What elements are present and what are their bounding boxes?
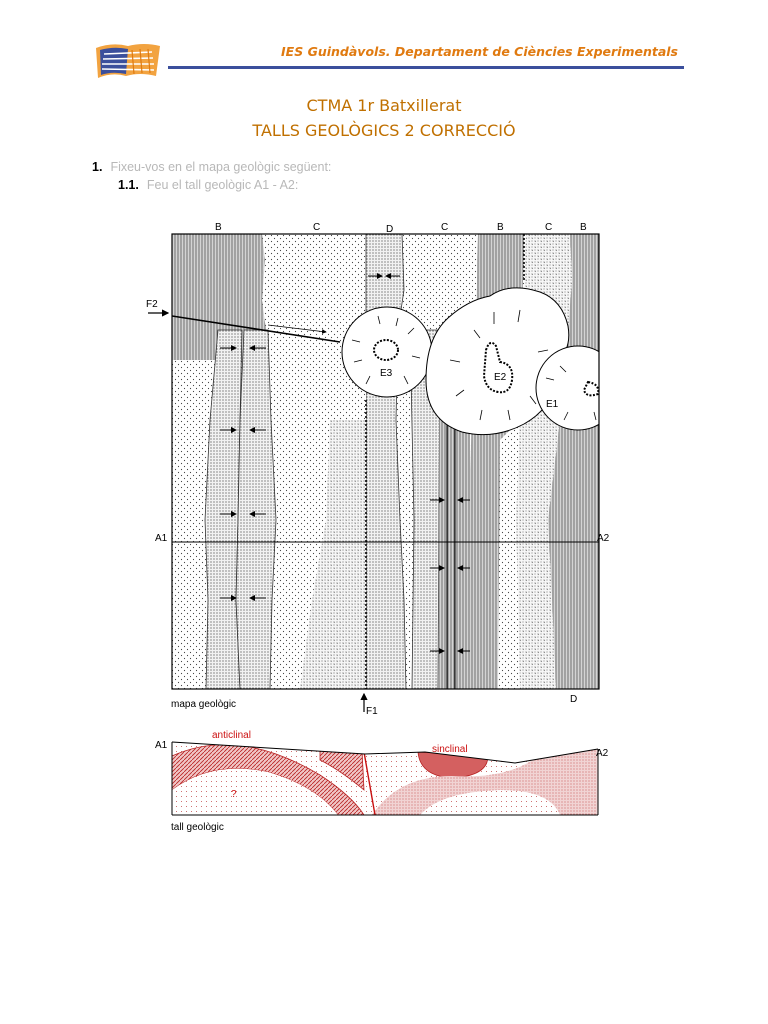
map-top-label: C [545, 222, 553, 233]
question-number: 1. [92, 160, 103, 174]
institution-header: IES Guindàvols. Departament de Ciències Experimentals [281, 44, 678, 59]
map-top-label: C [441, 222, 449, 233]
map-top-label: B [497, 222, 504, 233]
section-end-label: A2 [597, 533, 610, 544]
section-a1-label: A1 [155, 740, 168, 751]
map-caption: mapa geològic [171, 699, 237, 710]
map-top-label: B [215, 222, 222, 233]
map-top-label: D [386, 224, 394, 235]
intrusion-e2-label: E2 [494, 372, 507, 383]
section-start-label: A1 [155, 533, 168, 544]
section-caption: tall geològic [171, 822, 224, 833]
map-top-label: C [313, 222, 321, 233]
geological-map [172, 234, 620, 689]
map-top-label: B [580, 222, 587, 233]
course-title: CTMA 1r Batxillerat [306, 96, 462, 115]
question-number: 1.1. [118, 178, 139, 192]
cross-section [172, 736, 599, 816]
section-a2-label: A2 [596, 748, 609, 759]
question-text: Fixeu-vos en el mapa geològic següent: [110, 160, 332, 174]
question-text: Feu el tall geològic A1 - A2: [146, 178, 299, 192]
intrusion-e3 [342, 307, 432, 397]
unknown-label: ? [231, 789, 237, 800]
intrusion-e1 [536, 346, 620, 430]
anticline-label: anticlinal [212, 730, 251, 741]
fault-f1-label: F1 [366, 706, 378, 717]
syncline-label: sinclinal [432, 744, 468, 755]
intrusion-e3-label: E3 [380, 368, 393, 379]
map-bottom-label: D [570, 694, 578, 705]
intrusion-e1-label: E1 [546, 399, 559, 410]
document-title: TALLS GEOLÒGICS 2 CORRECCIÓ [252, 121, 516, 140]
fault-f2-label: F2 [146, 299, 158, 310]
